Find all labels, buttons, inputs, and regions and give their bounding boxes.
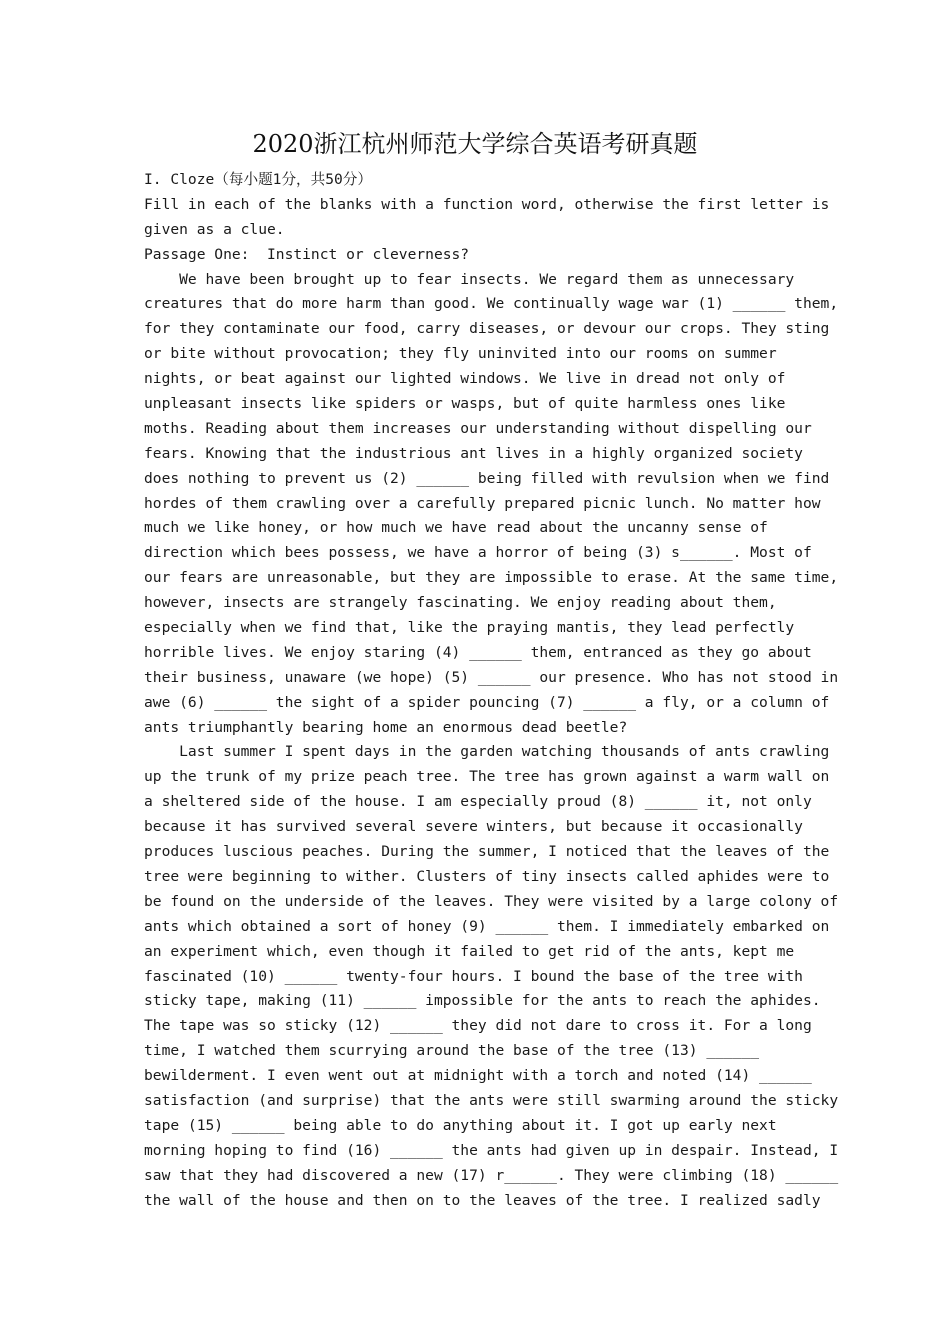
text-line: We have been brought up to fear insects. We regard them as unnecessary xyxy=(144,270,795,288)
page-title: 2020浙江杭州师范大学综合英语考研真题 xyxy=(252,130,698,158)
text-line: however, insects are strangely fascinating. We enjoy reading about them, xyxy=(144,594,777,612)
text-line: The tape was so sticky (12) ______ they did not dare to cross it. For a long xyxy=(144,1017,812,1035)
text-line: Passage One: Instinct or cleverness? xyxy=(144,245,470,263)
text-line: nights, or beat against our lighted windows. We live in dread not only of xyxy=(144,370,786,388)
text-line: moths. Reading about them increases our understanding without dispelling our xyxy=(144,419,812,437)
text-line: our fears are unreasonable, but they are impossible to erase. At the same time, xyxy=(144,569,839,587)
text-line: for they contaminate our food, carry diseases, or devour our crops. They sting xyxy=(144,320,830,338)
text-line: Fill in each of the blanks with a function word, otherwise the first letter is xyxy=(144,195,830,213)
text-line: awe (6) ______ the sight of a spider pouncing (7) ______ a fly, or a column of xyxy=(144,693,830,711)
text-line: tape (15) ______ being able to do anything about it. I got up early next xyxy=(144,1116,777,1134)
text-line: Last summer I spent days in the garden watching thousands of ants crawling xyxy=(144,743,830,761)
text-line: direction which bees possess, we have a horror of being (3) s______. Most of xyxy=(144,544,812,562)
text-line: their business, unaware (we hope) (5) ______ our presence. Who has not stood in xyxy=(144,668,839,686)
text-line: ants which obtained a sort of honey (9) ______ them. I immediately embarked on xyxy=(144,917,830,935)
text-line: or bite without provocation; they fly uninvited into our rooms on summer xyxy=(144,345,777,363)
text-line: morning hoping to find (16) ______ the ants had given up in despair. Instead, I xyxy=(144,1141,839,1159)
text-line: unpleasant insects like spiders or wasps, but of quite harmless ones like xyxy=(144,395,786,413)
text-line: given as a clue. xyxy=(144,220,285,238)
text-line: especially when we find that, like the praying mantis, they lead perfectly xyxy=(144,619,795,637)
text-line: creatures that do more harm than good. We continually wage war (1) ______ them, xyxy=(144,295,839,313)
text-line: a sheltered side of the house. I am especially proud (8) ______ it, not only xyxy=(144,793,812,811)
text-line: satisfaction (and surprise) that the ants were still swarming around the sticky xyxy=(144,1091,839,1109)
text-line: sticky tape, making (11) ______ impossible for the ants to reach the aphides. xyxy=(144,992,821,1010)
text-line: bewilderment. I even went out at midnight with a torch and noted (14) ______ xyxy=(144,1067,812,1085)
text-line: tree were beginning to wither. Clusters of tiny insects called aphides were to xyxy=(144,867,830,885)
text-line: an experiment which, even though it failed to get rid of the ants, kept me xyxy=(144,942,795,960)
text-line: ants triumphantly bearing home an enormous dead beetle? xyxy=(144,718,628,736)
text-line: up the trunk of my prize peach tree. The tree has grown against a warm wall on xyxy=(144,768,830,786)
text-line: the wall of the house and then on to the leaves of the tree. I realized sadly xyxy=(144,1191,821,1209)
text-line: because it has survived several severe winters, but because it occasionally xyxy=(144,818,803,836)
text-line: I. Cloze（每小题1分，共50分） xyxy=(144,171,372,188)
text-line: fascinated (10) ______ twenty-four hours. I bound the base of the tree with xyxy=(144,967,803,985)
text-line: saw that they had discovered a new (17) r______. They were climbing (18) ______ xyxy=(144,1166,839,1184)
text-line: hordes of them crawling over a carefully prepared picnic lunch. No matter how xyxy=(144,494,821,512)
text-line: produces luscious peaches. During the summer, I noticed that the leaves of the xyxy=(144,843,830,861)
text-line: does nothing to prevent us (2) ______ being filled with revulsion when we find xyxy=(144,469,830,487)
document-body xyxy=(144,168,839,1213)
text-line: much we like honey, or how much we have read about the uncanny sense of xyxy=(144,519,768,537)
text-line: time, I watched them scurrying around the base of the tree (13) ______ xyxy=(144,1042,760,1060)
text-line: horrible lives. We enjoy staring (4) ______ them, entranced as they go about xyxy=(144,643,812,661)
text-line: be found on the underside of the leaves. They were visited by a large colony of xyxy=(144,892,839,910)
text-line: fears. Knowing that the industrious ant lives in a highly organized society xyxy=(144,444,803,462)
